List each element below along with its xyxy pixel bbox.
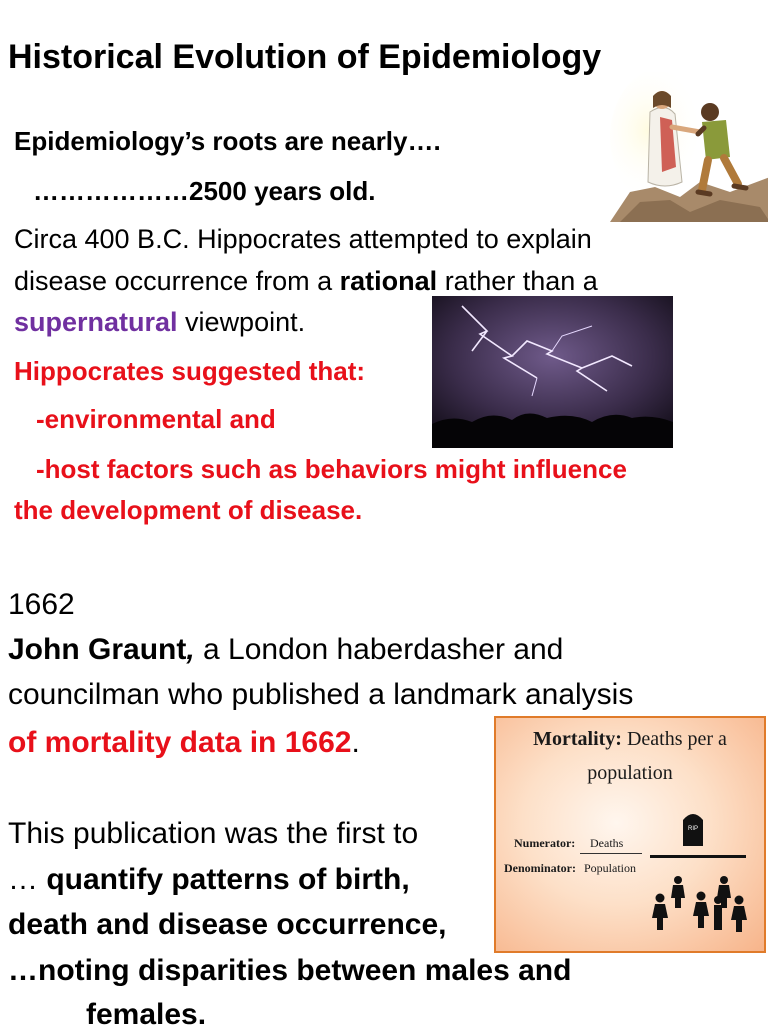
mortality-title-rest: Deaths per a	[621, 728, 727, 750]
jesus-helping-man-illustration	[610, 72, 768, 222]
tombstone-text: RIP	[687, 826, 699, 832]
mortality-graphic	[494, 716, 766, 953]
females-line: females.	[86, 998, 207, 1031]
numerator-label: Numerator:	[514, 836, 576, 850]
roots-line-1: Epidemiology’s roots are nearly….	[14, 126, 441, 156]
denominator-label: Denominator:	[504, 861, 576, 875]
mortality-title-bold: Mortality:	[533, 728, 622, 750]
page-title: Historical Evolution of Epidemiology	[8, 38, 602, 76]
quantify-line	[8, 863, 410, 897]
hippocrates-suggested: Hippocrates suggested that:	[14, 356, 366, 386]
point-host-factors: -host factors such as behaviors might influence	[36, 454, 627, 484]
graunt-name: John Graunt	[8, 633, 187, 666]
graunt-desc-2: councilman who published a landmark analysis	[8, 678, 634, 711]
hippocrates-text-1: Circa 400 B.C. Hippocrates attempted to explain	[14, 224, 592, 254]
denominator-value: Population	[584, 861, 637, 875]
mortality-title-line2: population	[587, 762, 673, 784]
hippocrates-text-3-post: viewpoint.	[177, 307, 306, 337]
hippocrates-text-2	[14, 266, 598, 297]
point-environmental: -environmental and	[36, 404, 276, 434]
disparities-line: …noting disparities between males and	[8, 954, 572, 987]
mortality-title	[496, 728, 764, 751]
death-disease-line: death and disease occurrence,	[8, 908, 447, 941]
numerator-value: Deaths	[590, 836, 624, 850]
roots-line-2: ………………2500 years old.	[33, 176, 376, 206]
publication-first: This publication was the first to	[8, 817, 419, 850]
fraction-line	[580, 853, 642, 854]
graunt-desc-1	[8, 633, 563, 667]
graunt-desc-3	[8, 726, 360, 760]
graunt-year: 1662	[8, 588, 75, 621]
graunt-comma: ,	[186, 633, 195, 666]
graunt-desc-1-text: a London haberdasher and	[194, 633, 564, 666]
graunt-desc-3-post: .	[351, 726, 360, 759]
hippocrates-text-3	[14, 307, 305, 338]
hippocrates-text-2-post: rather than a	[437, 266, 598, 296]
quantify-text: quantify patterns of birth,	[46, 863, 410, 896]
hippocrates-text-2-pre: disease occurrence from a	[14, 266, 340, 296]
point-host-factors-cont: the development of disease.	[14, 495, 363, 525]
quantify-prefix: …	[8, 863, 47, 896]
mortality-data-phrase: of mortality data in 1662	[8, 726, 352, 759]
rational-word: rational	[339, 266, 438, 296]
supernatural-word: supernatural	[14, 307, 178, 337]
lightning-photo	[432, 296, 673, 448]
people-and-tombstone-icon	[646, 798, 756, 938]
